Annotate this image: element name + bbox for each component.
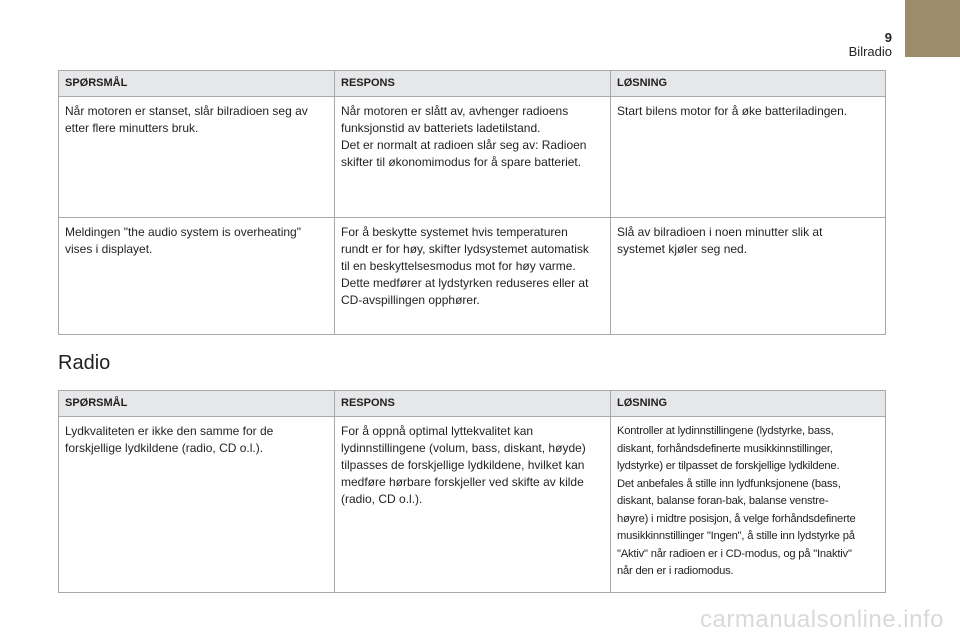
column-header-response: RESPONS [335, 391, 611, 417]
faq-table-general [58, 70, 886, 335]
question-cell: Lydkvaliteten er ikke den samme for de forskjellige lydkildene (radio, CD o.l.). [59, 417, 335, 593]
response-cell: For å beskytte systemet hvis temperaturen rundt er for høy, skifter lydsystemet automatisk til en beskyttelsesmodus mot for høy varme. Dette medfører at lydstyrken reduseres eller at CD-avspillingen opphører. [335, 218, 611, 335]
response-cell: Når motoren er slått av, avhenger radioens funksjonstid av batteriets ladetilstand. Det er normalt at radioen slår seg av: Radioen skifter til økonomimodus for å spare batteriet. [335, 97, 611, 218]
column-header-question: SPØRSMÅL [59, 391, 335, 417]
radio-section-heading: Radio [58, 352, 111, 374]
column-header-solution: LØSNING [611, 71, 886, 97]
solution-cell: Kontroller at lydinnstillingene (lydstyrke, bass, diskant, forhåndsdefinerte musikkinnstillinger, lydstyrke) er tilpasset de forskjellige lydkildene. Det anbefales å stille inn lydfunksjonene (bass, diskant, balanse foran-bak, balanse venstre- høyre) i midtre posisjon, å velge forhåndsdefinerte musikkinnstillinger "Ingen", å stille inn lydstyrke på "Aktiv" når radioen er i CD-modus, og på "Inaktiv" når den er i radiomodus. [611, 417, 886, 593]
column-header-question: SPØRSMÅL [59, 71, 335, 97]
section-title: Bilradio [848, 44, 892, 59]
table-header-row [59, 71, 886, 97]
column-header-response: RESPONS [335, 71, 611, 97]
solution-cell: Start bilens motor for å øke batteriladingen. [611, 97, 886, 218]
watermark: carmanualsonline.info [700, 606, 944, 633]
table-row [59, 218, 886, 335]
question-cell: Meldingen "the audio system is overheating" vises i displayet. [59, 218, 335, 335]
faq-table-radio [58, 390, 886, 593]
solution-cell: Slå av bilradioen i noen minutter slik at systemet kjøler seg ned. [611, 218, 886, 335]
column-header-solution: LØSNING [611, 391, 886, 417]
chapter-tab [905, 0, 960, 57]
table-row [59, 417, 886, 593]
response-cell: For å oppnå optimal lyttekvalitet kan lydinnstillingene (volum, bass, diskant, høyde) tilpasses de forskjellige lydkildene, hvilket kan medføre hørbare forskjeller ved skifte av kilde (radio, CD o.l.). [335, 417, 611, 593]
table-header-row [59, 391, 886, 417]
page-number: 9 [884, 30, 892, 45]
question-cell: Når motoren er stanset, slår bilradioen seg av etter flere minutters bruk. [59, 97, 335, 218]
table-row [59, 97, 886, 218]
